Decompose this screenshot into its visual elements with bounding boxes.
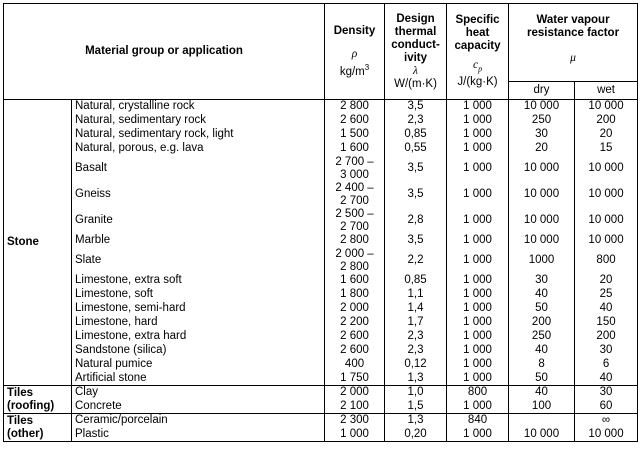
conductivity-cell: 3,5	[385, 100, 447, 114]
table-row	[4, 372, 638, 386]
heat-capacity-cell: 1 000	[447, 400, 509, 414]
vapour-dry-cell: 1000	[509, 248, 575, 274]
material-cell: Plastic	[72, 428, 325, 442]
density-cell: 2 600	[325, 330, 385, 344]
conductivity-header: Design thermal conduct- ivity λ W/(m·K)	[385, 4, 447, 100]
conductivity-cell: 1,1	[385, 288, 447, 302]
material-cell: Marble	[72, 234, 325, 248]
conductivity-cell: 2,2	[385, 248, 447, 274]
material-cell: Slate	[72, 248, 325, 274]
group-label: Tiles (roofing)	[4, 386, 72, 414]
table-row	[4, 428, 638, 442]
vapour-dry-cell: 30	[509, 274, 575, 288]
material-header: Material group or application	[4, 4, 325, 100]
table-row	[4, 182, 638, 208]
material-cell: Natural, porous, e.g. lava	[72, 142, 325, 156]
material-cell: Limestone, extra soft	[72, 274, 325, 288]
heat-capacity-cell: 1 000	[447, 302, 509, 316]
density-cell: 2 200	[325, 316, 385, 330]
density-cell: 2 600	[325, 114, 385, 128]
density-cell: 2 000 – 2 800	[325, 248, 385, 274]
material-cell: Limestone, extra hard	[72, 330, 325, 344]
heat-capacity-cell: 1 000	[447, 372, 509, 386]
heat-capacity-cell: 1 000	[447, 248, 509, 274]
conductivity-cell: 0,85	[385, 274, 447, 288]
density-cell: 2 600	[325, 344, 385, 358]
table-header	[4, 4, 638, 100]
vapour-wet-cell: 10 000	[575, 182, 638, 208]
heat-capacity-cell: 1 000	[447, 428, 509, 442]
material-properties-table	[3, 3, 638, 442]
heat-capacity-cell: 1 000	[447, 208, 509, 234]
material-cell: Natural, crystalline rock	[72, 100, 325, 114]
vapour-wet-cell: 200	[575, 330, 638, 344]
vapour-dry-cell: 10 000	[509, 182, 575, 208]
heat-capacity-cell: 1 000	[447, 288, 509, 302]
material-cell: Sandstone (silica)	[72, 344, 325, 358]
vapour-wet-cell: 10 000	[575, 156, 638, 182]
vapour-dry-cell	[509, 414, 575, 428]
material-cell: Limestone, soft	[72, 288, 325, 302]
vapour-wet-cell: 30	[575, 344, 638, 358]
vapour-wet-cell: 6	[575, 358, 638, 372]
density-cell: 2 500 – 2 700	[325, 208, 385, 234]
material-cell: Artificial stone	[72, 372, 325, 386]
vapour-wet-cell: 800	[575, 248, 638, 274]
density-cell: 2 800	[325, 234, 385, 248]
vapour-dry-cell: 40	[509, 386, 575, 400]
density-cell: 1 000	[325, 428, 385, 442]
material-cell: Natural, sedimentary rock	[72, 114, 325, 128]
conductivity-cell: 1,7	[385, 316, 447, 330]
density-cell: 2 000	[325, 302, 385, 316]
vapour-wet-cell: 150	[575, 316, 638, 330]
vapour-wet-cell: 25	[575, 288, 638, 302]
density-cell: 2 700 – 3 000	[325, 156, 385, 182]
vapour-wet-cell: 15	[575, 142, 638, 156]
density-cell: 2 000	[325, 386, 385, 400]
conductivity-cell: 3,5	[385, 234, 447, 248]
conductivity-cell: 1,0	[385, 386, 447, 400]
table-row	[4, 142, 638, 156]
table-row	[4, 400, 638, 414]
vapour-dry-cell: 250	[509, 114, 575, 128]
conductivity-cell: 0,85	[385, 128, 447, 142]
vapour-wet-cell: 10 000	[575, 234, 638, 248]
table-row	[4, 114, 638, 128]
vapour-wet-cell: ∞	[575, 414, 638, 428]
table-row	[4, 274, 638, 288]
heat-capacity-cell: 1 000	[447, 234, 509, 248]
heat-capacity-cell: 1 000	[447, 114, 509, 128]
density-cell: 1 600	[325, 142, 385, 156]
vapour-dry-cell: 20	[509, 142, 575, 156]
heat-capacity-cell: 840	[447, 414, 509, 428]
vapour-dry-cell: 10 000	[509, 234, 575, 248]
vapour-dry-cell: 10 000	[509, 428, 575, 442]
table-row	[4, 208, 638, 234]
vapour-dry-cell: 10 000	[509, 100, 575, 114]
table-body	[4, 100, 638, 442]
density-cell: 1 750	[325, 372, 385, 386]
conductivity-cell: 0,12	[385, 358, 447, 372]
vapour-dry-cell: 50	[509, 302, 575, 316]
density-cell: 2 300	[325, 414, 385, 428]
vapour-header: Water vapour resistance factor μ	[509, 4, 638, 82]
dry-header: dry	[509, 82, 575, 100]
table-row	[4, 100, 638, 114]
table-row	[4, 248, 638, 274]
conductivity-cell: 2,3	[385, 114, 447, 128]
heat-capacity-header: Specific heat capacity $c_p$ J/(kg·K)	[447, 4, 509, 100]
conductivity-cell: 3,5	[385, 182, 447, 208]
heat-capacity-cell: 1 000	[447, 156, 509, 182]
material-cell: Clay	[72, 386, 325, 400]
density-cell: 2 400 – 2 700	[325, 182, 385, 208]
density-cell: 1 500	[325, 128, 385, 142]
vapour-wet-cell: 200	[575, 114, 638, 128]
heat-capacity-cell: 1 000	[447, 100, 509, 114]
conductivity-cell: 2,8	[385, 208, 447, 234]
density-header: Density ρ $kg/m^3$	[325, 4, 385, 100]
heat-capacity-cell: 1 000	[447, 142, 509, 156]
heat-capacity-cell: 1 000	[447, 358, 509, 372]
heat-capacity-cell: 1 000	[447, 128, 509, 142]
table-row	[4, 316, 638, 330]
table-row	[4, 234, 638, 248]
heat-capacity-cell: 1 000	[447, 182, 509, 208]
group-label: Tiles (other)	[4, 414, 72, 442]
table-row	[4, 358, 638, 372]
conductivity-cell: 1,3	[385, 414, 447, 428]
conductivity-cell: 2,3	[385, 344, 447, 358]
conductivity-cell: 0,20	[385, 428, 447, 442]
table-row	[4, 128, 638, 142]
table-row	[4, 330, 638, 344]
table-row	[4, 302, 638, 316]
density-cell: 2 800	[325, 100, 385, 114]
vapour-dry-cell: 10 000	[509, 156, 575, 182]
vapour-wet-cell: 60	[575, 400, 638, 414]
density-cell: 2 100	[325, 400, 385, 414]
vapour-dry-cell: 100	[509, 400, 575, 414]
conductivity-cell: 2,3	[385, 330, 447, 344]
table-row	[4, 288, 638, 302]
material-cell: Limestone, semi-hard	[72, 302, 325, 316]
density-cell: 400	[325, 358, 385, 372]
heat-capacity-cell: 1 000	[447, 316, 509, 330]
conductivity-cell: 3,5	[385, 156, 447, 182]
vapour-dry-cell: 50	[509, 372, 575, 386]
heat-capacity-cell: 1 000	[447, 330, 509, 344]
vapour-dry-cell: 40	[509, 288, 575, 302]
material-cell: Natural pumice	[72, 358, 325, 372]
conductivity-cell: 0,55	[385, 142, 447, 156]
heat-capacity-cell: 1 000	[447, 274, 509, 288]
material-cell: Granite	[72, 208, 325, 234]
table-row	[4, 414, 638, 428]
density-cell: 1 600	[325, 274, 385, 288]
table-row	[4, 344, 638, 358]
group-label: Stone	[4, 100, 72, 386]
conductivity-cell: 1,3	[385, 372, 447, 386]
material-cell: Concrete	[72, 400, 325, 414]
heat-capacity-cell: 1 000	[447, 344, 509, 358]
vapour-dry-cell: 30	[509, 128, 575, 142]
vapour-wet-cell: 30	[575, 386, 638, 400]
wet-header: wet	[575, 82, 638, 100]
vapour-wet-cell: 20	[575, 274, 638, 288]
material-cell: Natural, sedimentary rock, light	[72, 128, 325, 142]
material-cell: Limestone, hard	[72, 316, 325, 330]
vapour-wet-cell: 40	[575, 372, 638, 386]
vapour-dry-cell: 8	[509, 358, 575, 372]
material-cell: Ceramic/porcelain	[72, 414, 325, 428]
material-cell: Basalt	[72, 156, 325, 182]
conductivity-cell: 1,5	[385, 400, 447, 414]
vapour-wet-cell: 10 000	[575, 428, 638, 442]
material-cell: Gneiss	[72, 182, 325, 208]
vapour-dry-cell: 40	[509, 344, 575, 358]
heat-capacity-cell: 800	[447, 386, 509, 400]
vapour-wet-cell: 10 000	[575, 208, 638, 234]
vapour-dry-cell: 250	[509, 330, 575, 344]
density-cell: 1 800	[325, 288, 385, 302]
vapour-wet-cell: 10 000	[575, 100, 638, 114]
vapour-dry-cell: 200	[509, 316, 575, 330]
vapour-wet-cell: 20	[575, 128, 638, 142]
vapour-wet-cell: 40	[575, 302, 638, 316]
table-row	[4, 156, 638, 182]
conductivity-cell: 1,4	[385, 302, 447, 316]
table-row	[4, 386, 638, 400]
vapour-dry-cell: 10 000	[509, 208, 575, 234]
